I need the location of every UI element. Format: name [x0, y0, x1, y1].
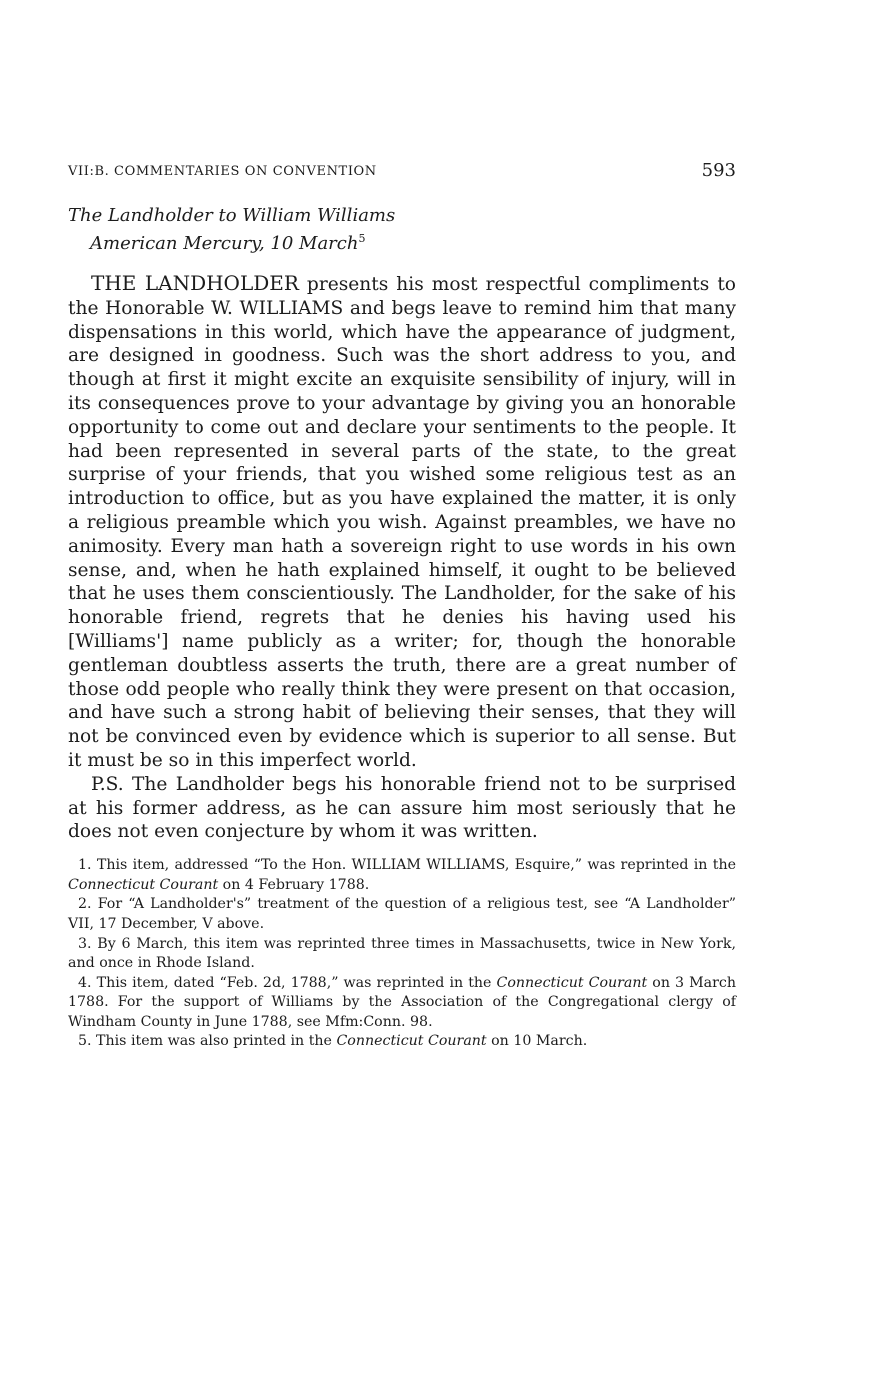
page-number: 593	[701, 160, 736, 181]
article-title	[68, 204, 736, 255]
footnote-2: 2. For “A Landholder's” treatment of the question of a religious test, see “A Landholder” VII, 17 December, V above.	[68, 896, 736, 932]
document-page	[68, 150, 736, 1052]
footnote-5-italic: Connecticut Courant	[336, 1033, 487, 1050]
footnote-1	[68, 856, 736, 895]
footnote-3: 3. By 6 March, this item was reprinted three times in Massachusetts, twice in New York, and once in Rhode Island.	[68, 935, 736, 972]
footnote-5-text: 5. This item was also printed in the	[78, 1033, 337, 1050]
footnote-1-tail: on 4 February 1788.	[218, 876, 370, 893]
body-paragraph-2: P.S. The Landholder begs his honorable friend not to be surprised at his former address, as he can assure him most seriously that he does not even conjecture by whom it was written.	[68, 773, 736, 843]
footnote-5	[68, 1032, 736, 1052]
article-body	[68, 272, 736, 844]
footnote-4-tail: on 3 March 1788. For the support of Williams by the Association of the Congregational clergy of Windham County in June 1788, see Mfm:Conn. 98.	[68, 974, 736, 1030]
footnote-4-italic: Connecticut Courant	[496, 974, 648, 991]
lead-words: THE LANDHOLDER	[91, 271, 299, 295]
title-source: American Mercury, 10 March	[90, 233, 359, 254]
footnotes	[68, 856, 736, 1052]
title-line-1: The Landholder to William Williams	[68, 205, 396, 226]
footnote-1-text: 1. This item, addressed “To the Hon. WILLIAM WILLIAMS, Esquire,” was reprinted in the	[78, 857, 736, 874]
footnote-4-text: 4. This item, dated “Feb. 2d, 1788,” was reprinted in the	[78, 974, 497, 991]
body-paragraph-1	[68, 272, 736, 773]
paragraph-1-text: presents his most respectful compliments to the Honorable W. WILLIAMS and begs leave to remind him that many dispensations in this world, which have the appearance of judgment, are designed in goodness. Such was the short address to you, and though at first it might excite an exquisite sensibility of injury, will in its consequences prove to your advantage by giving you an honorable opportunity to come out and declare your sentiments to the people. It had been represented in several parts of the state, to the great surprise of your friends, that you wished some religious test as an introduction to office, but as you have explained the matter, it is only a religious preamble which you wish. Against preambles, we have no animosity. Every man hath a sovereign right to use words in his own sense, and, when he hath explained himself, it ought to be believed that he uses them conscientiously. The Landholder, for the sake of his honorable friend, regrets that he denies his having used his [Williams'] name publicly as a writer; for, though the honorable gentleman doubtless asserts the truth, there are a great number of those odd people who really think they were present on that occasion, and have such a strong habit of believing their senses, that they will not be convinced even by evidence which is superior to all sense. But it must be so in this imperfect world.	[68, 274, 737, 771]
running-head	[68, 150, 736, 184]
section-heading: VII:B. COMMENTARIES ON CONVENTION	[68, 164, 377, 179]
footnote-4	[68, 974, 736, 1033]
footnote-5-tail: on 10 March.	[486, 1033, 588, 1050]
title-line-2	[68, 227, 736, 255]
title-footnote-ref: 5	[358, 232, 366, 245]
footnote-1-italic: Connecticut Courant	[68, 876, 219, 893]
